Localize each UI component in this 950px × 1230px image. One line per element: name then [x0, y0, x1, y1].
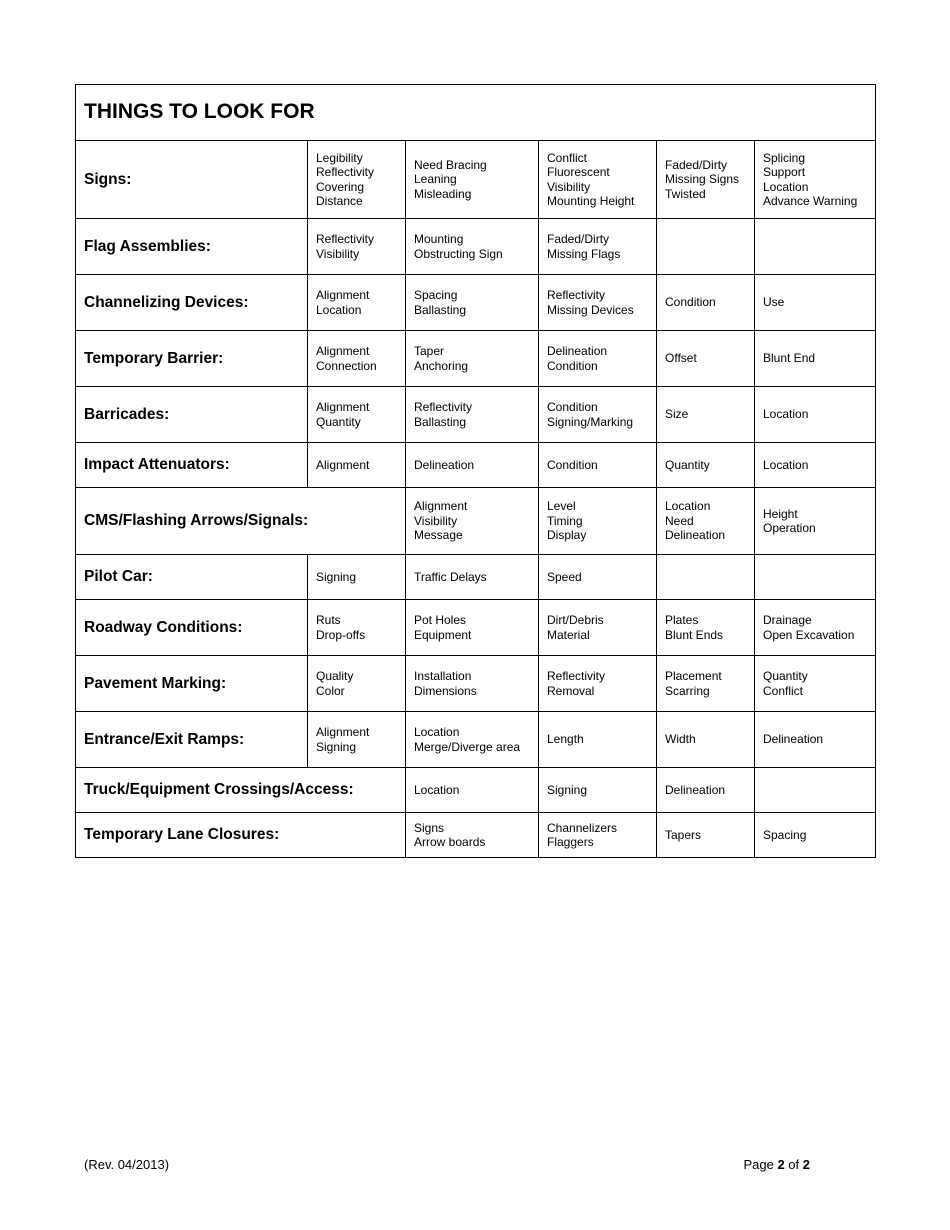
- table-row: [76, 331, 876, 387]
- check-cell: [406, 443, 539, 488]
- row-label: CMS/Flashing Arrows/Signals:: [76, 488, 406, 555]
- check-item: Location: [316, 302, 362, 317]
- check-cell: [308, 275, 406, 331]
- check-cell: [539, 813, 657, 858]
- check-cell: [657, 331, 755, 387]
- check-cell: [755, 387, 876, 443]
- check-cell: [657, 813, 755, 858]
- check-item: Signing: [316, 569, 357, 584]
- check-item: Installation: [414, 669, 472, 683]
- check-item: Alignment: [316, 288, 370, 302]
- check-cell: [755, 600, 876, 656]
- check-cell: [755, 443, 876, 488]
- check-item: Timing: [547, 513, 583, 528]
- check-item: Anchoring: [414, 358, 469, 373]
- check-item: Width: [665, 732, 696, 747]
- check-item: Dimensions: [414, 683, 477, 698]
- check-cell: [539, 712, 657, 768]
- check-cell: [539, 443, 657, 488]
- check-cell: [539, 331, 657, 387]
- row-label: Impact Attenuators:: [76, 443, 308, 488]
- check-item: Spacing: [414, 288, 458, 302]
- check-item: Reflectivity: [547, 288, 606, 302]
- check-item: Signing: [547, 782, 588, 797]
- check-item: Quantity: [316, 414, 361, 429]
- check-cell: [406, 331, 539, 387]
- check-cell: [755, 141, 876, 219]
- check-item: Ballasting: [414, 414, 467, 429]
- check-item: Size: [665, 407, 689, 422]
- check-cell: [406, 141, 539, 219]
- check-cell: [406, 656, 539, 712]
- row-label: Signs:: [76, 141, 308, 219]
- check-item: Missing Devices: [547, 302, 634, 317]
- check-cell: [755, 275, 876, 331]
- check-cell: [308, 387, 406, 443]
- check-cell: [755, 331, 876, 387]
- check-item: Location: [763, 457, 809, 472]
- check-cell: [406, 813, 539, 858]
- check-cell: [539, 555, 657, 600]
- check-item: Drainage: [763, 613, 812, 627]
- check-item: Need: [665, 513, 694, 528]
- check-cell: [406, 219, 539, 275]
- check-item: Distance: [316, 194, 363, 208]
- check-item: Ballasting: [414, 302, 467, 317]
- check-item: Legibility: [316, 150, 363, 165]
- check-item: Missing Signs: [665, 172, 740, 187]
- check-item: Location: [414, 725, 460, 739]
- check-item: Misleading: [414, 186, 472, 201]
- check-item: Merge/Diverge area: [414, 739, 521, 754]
- check-cell: [406, 555, 539, 600]
- check-cell: [539, 600, 657, 656]
- title-row: [76, 85, 876, 141]
- check-item: Twisted: [665, 186, 706, 201]
- check-item: Dirt/Debris: [547, 613, 604, 627]
- check-cell: [539, 656, 657, 712]
- check-cell: [406, 275, 539, 331]
- check-item: Condition: [547, 358, 598, 373]
- check-item: Level: [547, 499, 576, 514]
- check-item: Color: [316, 683, 345, 698]
- check-cell: [755, 712, 876, 768]
- check-item: Missing Flags: [547, 246, 621, 261]
- row-label: Temporary Barrier:: [76, 331, 308, 387]
- row-label: Flag Assemblies:: [76, 219, 308, 275]
- check-item: Conflict: [763, 683, 804, 698]
- table-row: [76, 387, 876, 443]
- check-cell: [406, 768, 539, 813]
- table-row: [76, 712, 876, 768]
- check-item: Open Excavation: [763, 627, 855, 642]
- table-row: [76, 600, 876, 656]
- check-cell: [657, 141, 755, 219]
- check-item: Message: [414, 528, 463, 543]
- table-row: [76, 488, 876, 555]
- check-item: Offset: [665, 351, 697, 366]
- check-item: Flaggers: [547, 835, 594, 849]
- check-item: Blunt Ends: [665, 627, 724, 642]
- check-item: Taper: [414, 344, 445, 358]
- check-item: Drop-offs: [316, 627, 366, 642]
- table-row: [76, 768, 876, 813]
- check-item: Location: [763, 179, 809, 194]
- check-item: Alignment: [316, 400, 370, 414]
- table-row: [76, 141, 876, 219]
- check-item: Use: [763, 295, 785, 310]
- check-cell: [657, 712, 755, 768]
- check-item: Spacing: [763, 827, 807, 842]
- check-item: Signs: [414, 820, 445, 835]
- check-cell: [308, 141, 406, 219]
- check-cell: [539, 387, 657, 443]
- table-row: [76, 443, 876, 488]
- check-item: Faded/Dirty: [547, 232, 610, 246]
- check-cell: [308, 600, 406, 656]
- check-item: Support: [763, 165, 806, 179]
- check-item: Reflectivity: [316, 165, 375, 179]
- check-item: Alignment: [414, 499, 468, 514]
- page-of: of: [788, 1157, 800, 1172]
- check-item: Material: [547, 627, 590, 642]
- check-item: Mounting Height: [547, 194, 635, 208]
- table-row: [76, 813, 876, 858]
- check-item: Visibility: [414, 513, 458, 528]
- check-item: Reflectivity: [547, 669, 606, 683]
- check-item: Operation: [763, 521, 816, 535]
- row-label: Entrance/Exit Ramps:: [76, 712, 308, 768]
- check-cell: [657, 555, 755, 600]
- row-label: Truck/Equipment Crossings/Access:: [76, 768, 406, 813]
- check-cell: [657, 387, 755, 443]
- check-item: Display: [547, 528, 587, 543]
- check-item: Location: [763, 407, 809, 422]
- check-cell: [755, 768, 876, 813]
- check-item: Mounting: [414, 232, 464, 246]
- row-label: Temporary Lane Closures:: [76, 813, 406, 858]
- check-item: Traffic Delays: [414, 569, 487, 584]
- check-item: Removal: [547, 683, 595, 698]
- table-row: [76, 219, 876, 275]
- check-item: Fluorescent: [547, 165, 610, 179]
- check-item: Plates: [665, 613, 699, 627]
- check-item: Signing: [316, 739, 357, 754]
- check-item: Scarring: [665, 683, 710, 698]
- table-title: THINGS TO LOOK FOR: [76, 85, 876, 141]
- check-cell: [657, 656, 755, 712]
- check-item: Channelizers: [547, 820, 618, 835]
- table-row: [76, 555, 876, 600]
- check-cell: [308, 656, 406, 712]
- check-item: Ruts: [316, 613, 341, 627]
- check-cell: [755, 555, 876, 600]
- check-item: Blunt End: [763, 351, 816, 366]
- check-cell: [539, 219, 657, 275]
- check-cell: [406, 488, 539, 555]
- check-item: Pot Holes: [414, 613, 467, 627]
- check-item: Alignment: [316, 725, 370, 739]
- check-item: Speed: [547, 569, 582, 584]
- things-to-look-for-table: [75, 84, 876, 858]
- check-cell: [657, 600, 755, 656]
- check-item: Delineation: [665, 782, 726, 797]
- check-item: Advance Warning: [763, 194, 858, 208]
- check-cell: [755, 656, 876, 712]
- check-item: Leaning: [414, 172, 457, 187]
- check-item: Quality: [316, 669, 354, 683]
- check-item: Reflectivity: [414, 400, 473, 414]
- check-cell: [308, 555, 406, 600]
- check-item: Location: [665, 499, 711, 514]
- check-item: Visibility: [547, 179, 591, 194]
- check-cell: [755, 488, 876, 555]
- check-item: Delineation: [665, 528, 726, 543]
- check-cell: [657, 275, 755, 331]
- check-item: Tapers: [665, 827, 702, 842]
- table-row: [76, 656, 876, 712]
- check-item: Length: [547, 732, 584, 747]
- check-item: Alignment: [316, 457, 370, 472]
- check-cell: [539, 768, 657, 813]
- check-item: Arrow boards: [414, 835, 486, 849]
- row-label: Roadway Conditions:: [76, 600, 308, 656]
- revision-date: (Rev. 04/2013): [84, 1157, 170, 1172]
- page-current: 2: [777, 1157, 785, 1172]
- check-item: Location: [414, 782, 460, 797]
- check-item: Delineation: [763, 732, 824, 747]
- row-label: Channelizing Devices:: [76, 275, 308, 331]
- check-item: Condition: [665, 295, 716, 310]
- check-item: Alignment: [316, 344, 370, 358]
- check-item: Height: [763, 506, 798, 521]
- check-item: Delineation: [547, 344, 608, 358]
- check-item: Splicing: [763, 150, 806, 165]
- check-item: Visibility: [316, 246, 360, 261]
- row-label: Pavement Marking:: [76, 656, 308, 712]
- check-cell: [308, 331, 406, 387]
- check-cell: [657, 488, 755, 555]
- page-total: 2: [802, 1157, 810, 1172]
- check-item: Condition: [547, 400, 598, 414]
- check-cell: [657, 219, 755, 275]
- check-cell: [308, 219, 406, 275]
- check-cell: [539, 275, 657, 331]
- table-row: [76, 275, 876, 331]
- check-item: Placement: [665, 669, 722, 683]
- check-cell: [755, 219, 876, 275]
- check-cell: [755, 813, 876, 858]
- check-cell: [308, 712, 406, 768]
- check-item: Need Bracing: [414, 157, 487, 172]
- check-item: Condition: [547, 457, 598, 472]
- check-item: Quantity: [665, 457, 710, 472]
- check-item: Conflict: [547, 150, 588, 165]
- check-item: Obstructing Sign: [414, 246, 503, 261]
- check-cell: [657, 768, 755, 813]
- check-cell: [308, 443, 406, 488]
- check-item: Signing/Marking: [547, 414, 634, 429]
- check-item: Quantity: [763, 669, 808, 683]
- page-word: Page: [743, 1157, 774, 1172]
- row-label: Barricades:: [76, 387, 308, 443]
- check-item: Connection: [316, 358, 377, 373]
- check-item: Covering: [316, 179, 365, 194]
- check-item: Faded/Dirty: [665, 157, 728, 172]
- check-item: Equipment: [414, 627, 472, 642]
- check-cell: [406, 712, 539, 768]
- page-number: [743, 1157, 810, 1172]
- check-cell: [539, 488, 657, 555]
- check-item: Delineation: [414, 457, 475, 472]
- check-cell: [406, 600, 539, 656]
- check-cell: [539, 141, 657, 219]
- row-label: Pilot Car:: [76, 555, 308, 600]
- check-cell: [657, 443, 755, 488]
- check-cell: [406, 387, 539, 443]
- check-item: Reflectivity: [316, 232, 375, 246]
